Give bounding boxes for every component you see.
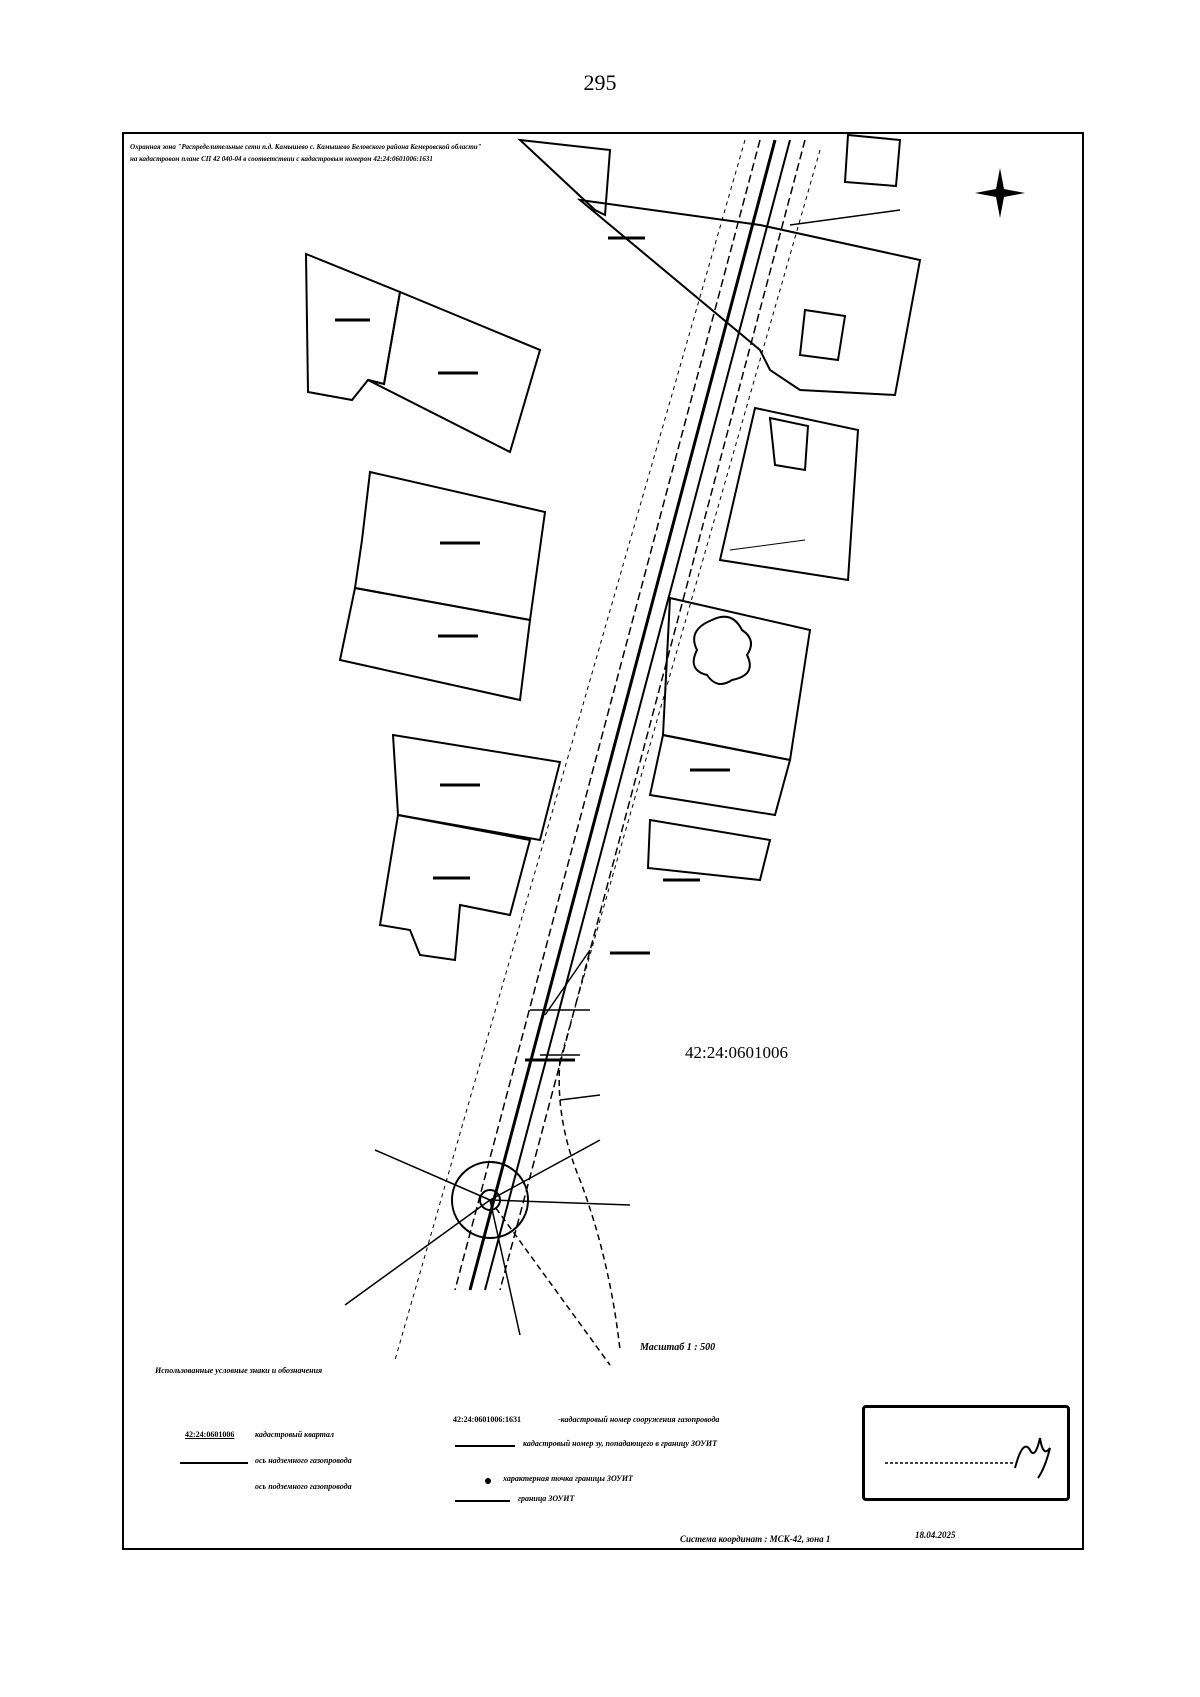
parcel [340,588,530,700]
legend-item-structure: -кадастровый номер сооружения газопровода [558,1415,720,1424]
map-header-line-1: Охранная зона "Распределительные сети п.д. Камышево с. Камышево Беловского района Кемеровской области" [130,143,482,151]
parcel [800,310,845,360]
gas-pipeline-axis [470,140,775,1290]
legend-item-block: кадастровый квартал [255,1430,334,1439]
parcel [380,815,530,960]
coordinate-system: Система координат : МСК-42, зона 1 [680,1534,831,1544]
legend-swatch-point-icon [485,1478,491,1484]
legend-item-zouit: граница ЗОУИТ [518,1494,575,1503]
parcel [770,418,808,470]
signature-stamp [862,1405,1070,1501]
parcel [355,472,545,620]
map-header-line-2: на кадастровом плане СП 42 040-04 в соответствии с кадастровым номером 42:24:0601006:1631 [130,155,433,163]
cadastral-block-label: 42:24:0601006 [685,1043,788,1062]
legend-key-block: 42:24:0601006 [185,1430,235,1439]
legend-title: Использованные условные знаки и обозначения [155,1366,323,1375]
legend-key-structure: 42:24:0601006:1631 [453,1415,521,1424]
legend-swatch-parcel [455,1445,515,1447]
legend-swatch-zouit [455,1500,510,1502]
parcel [393,735,560,840]
gas-pipeline-axis [485,140,790,1290]
parcel [648,820,770,880]
signature-icon [865,1408,1065,1496]
legend-item-overhead: ось надземного газопровода [255,1456,352,1465]
legend-item-point: характерная точка границы ЗОУИТ [503,1474,633,1483]
map-date: 18.04.2025 [915,1530,956,1540]
page-number: 295 [583,70,617,95]
parcel [520,140,610,215]
parcel [650,735,790,815]
legend-item-underground: ось подземного газопровода [255,1482,352,1491]
zouit-boundary [500,140,805,1290]
map-scale: Масштаб 1 : 500 [640,1342,716,1353]
parcel [720,408,858,580]
legend-item-parcel: кадастровый номер зу, попадающего в границу ЗОУИТ [523,1439,718,1448]
legend-swatch-overhead [180,1462,248,1464]
building [694,617,751,684]
parcel [845,135,900,186]
